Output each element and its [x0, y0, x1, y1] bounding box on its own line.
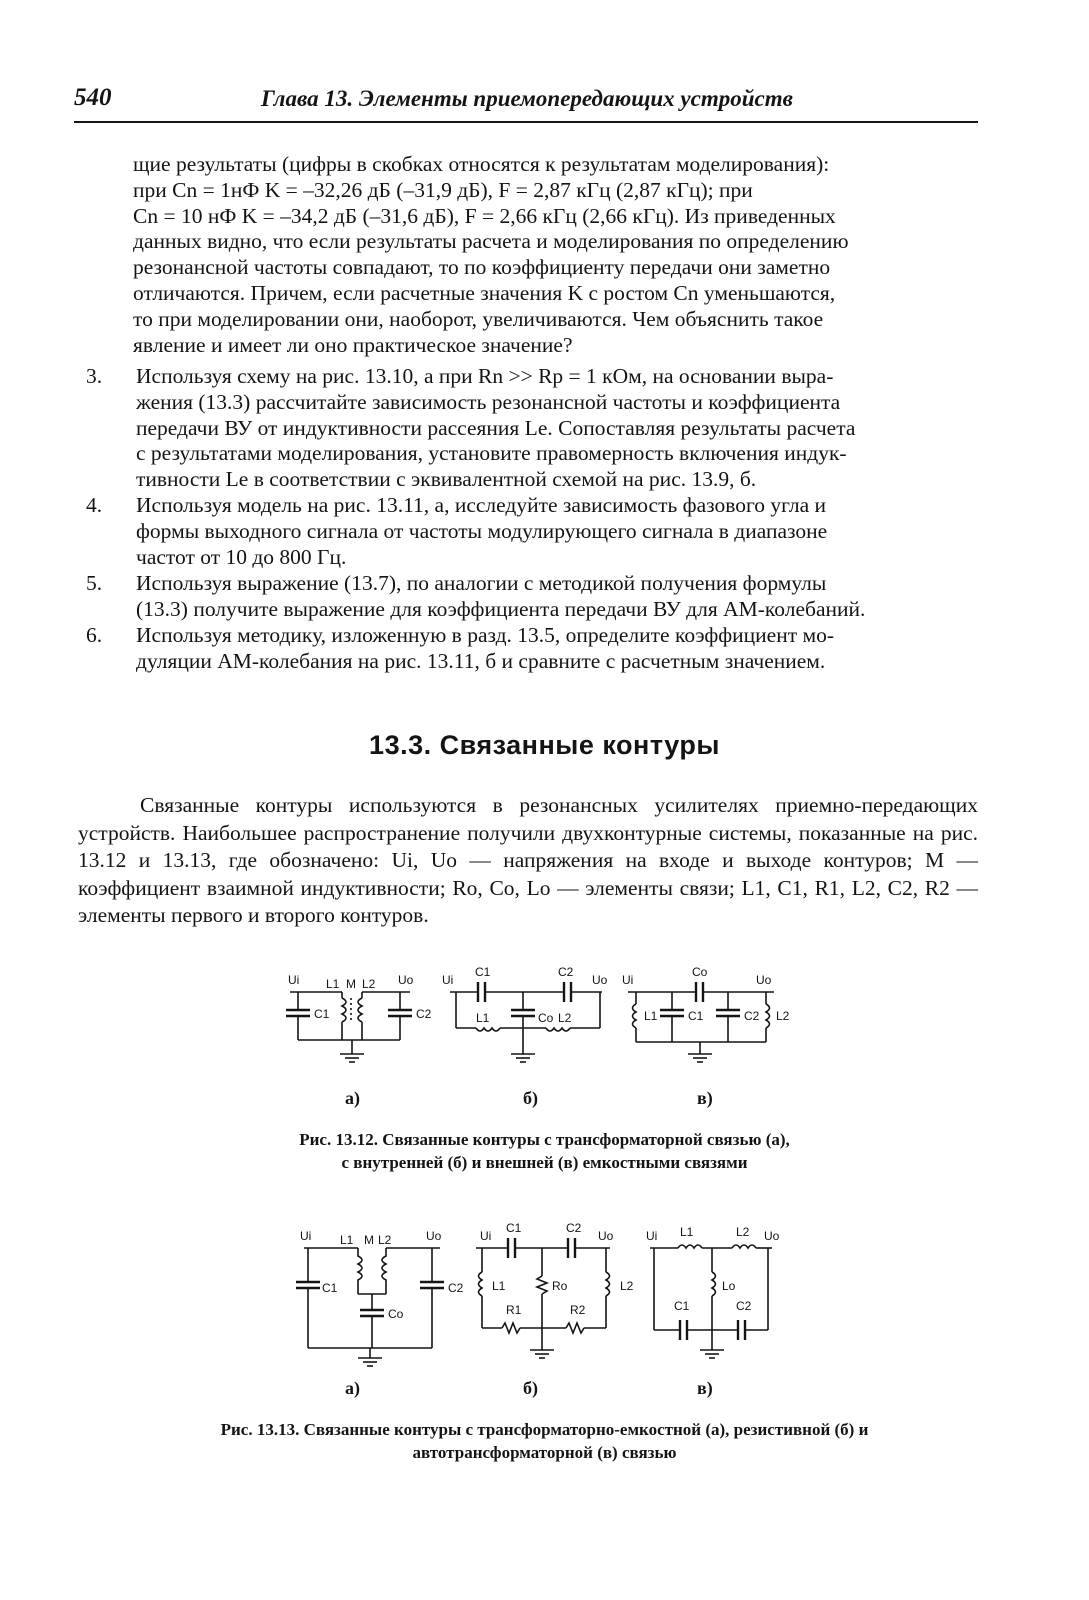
- label-l2: L2: [378, 1233, 392, 1247]
- caption-line: Рис. 13.13. Связанные контуры с трансформаторно-емкостной (а), резистивной (б) и: [220, 1420, 869, 1439]
- label-r2: R2: [570, 1303, 586, 1317]
- item-text: [136, 493, 978, 570]
- label-c1: C1: [322, 1281, 338, 1295]
- label-c1: C1: [674, 1299, 690, 1313]
- text-line: передачи ВУ от индуктивности рассеяния Le. Сопоставляя результаты расчета: [136, 415, 856, 440]
- label-m: M: [364, 1233, 374, 1247]
- item-number: 4.: [86, 493, 103, 517]
- text-line: Cn = 10 нФ K = –34,2 дБ (–31,6 дБ), F = 2,66 кГц (2,66 кГц). Из приведенных: [133, 203, 836, 228]
- label-l1: L1: [340, 1233, 354, 1247]
- circuit-12b: [450, 982, 602, 1062]
- caption-line: Рис. 13.12. Связанные контуры с трансформаторной связью (а),: [299, 1130, 790, 1149]
- label-ro: Ro: [552, 1279, 568, 1293]
- intro-paragraph: [133, 152, 978, 358]
- text-line: резонансной частоты совпадают, то по коэффициенту передачи они заметно: [133, 255, 831, 280]
- subfigure-label-a: а): [345, 1378, 360, 1398]
- item-text: [136, 364, 978, 493]
- figure-13-12: [250, 962, 810, 1079]
- label-ui: Ui: [622, 973, 634, 987]
- figure-13-13: [280, 1212, 800, 1377]
- figure-13-13-caption: [0, 1418, 1089, 1464]
- text-line: Используя модель на рис. 13.11, а, исследуйте зависимость фазового угла и: [136, 493, 827, 517]
- label-uo: Uo: [592, 973, 608, 987]
- text-line: явление и имеет ли оно практическое значение?: [133, 332, 573, 357]
- subfigure-label-c: в): [697, 1088, 713, 1108]
- text-line: щие результаты (цифры в скобках относятся к результатам моделирования):: [133, 152, 830, 176]
- running-title: Глава 13. Элементы приемопередающих устройств: [261, 86, 793, 111]
- subfigure-label-c: в): [697, 1378, 713, 1398]
- text-line: жения (13.3) рассчитайте зависимость резонансной частоты и коэффициента: [136, 389, 841, 414]
- label-c2: C2: [744, 1009, 760, 1023]
- page-number: 540: [74, 84, 112, 111]
- label-c2: C2: [566, 1221, 582, 1235]
- text-line: Используя выражение (13.7), по аналогии с методикой получения формулы: [136, 571, 827, 595]
- subfigure-label-b: б): [523, 1378, 538, 1398]
- text-line: частот от 10 до 800 Гц.: [136, 544, 347, 569]
- label-c1: C1: [314, 1007, 330, 1021]
- label-co: Co: [692, 965, 708, 979]
- text-line: (13.3) получите выражение для коэффициента передачи ВУ для АМ-колебаний.: [136, 596, 866, 621]
- label-c2: C2: [448, 1281, 464, 1295]
- label-ui: Ui: [288, 973, 300, 987]
- label-c2: C2: [736, 1299, 752, 1313]
- circuit-12a: [286, 992, 412, 1062]
- item-text: [136, 623, 978, 675]
- label-lo: Lo: [722, 1279, 736, 1293]
- text-line: Используя методику, изложенную в разд. 13.5, определите коэффициент мо-: [136, 623, 835, 647]
- label-c2: C2: [558, 965, 574, 979]
- text-line: дуляции АМ-колебания на рис. 13.11, б и сравните с расчетным значением.: [136, 648, 826, 673]
- circuit-13c: [650, 1245, 772, 1358]
- text-line: тивности Le в соответствии с эквивалентной схемой на рис. 13.9, б.: [136, 467, 757, 492]
- item-number: 5.: [86, 571, 103, 595]
- label-uo: Uo: [756, 973, 772, 987]
- item-number: 6.: [86, 623, 103, 647]
- label-l2: L2: [362, 977, 376, 991]
- label-r1: R1: [506, 1303, 522, 1317]
- circuit-13b: [476, 1238, 610, 1358]
- label-ui: Ui: [646, 1229, 658, 1243]
- item-number: 3.: [86, 364, 103, 388]
- label-uo: Uo: [426, 1229, 442, 1243]
- label-ui: Ui: [480, 1229, 492, 1243]
- label-l2: L2: [558, 1011, 572, 1025]
- figure-13-12-schematics: [250, 962, 810, 1074]
- label-co: Co: [538, 1011, 554, 1025]
- item-text: [136, 571, 978, 623]
- section-paragraph-text: Связанные контуры используются в резонансных усилителях приемно-передающих устройств. Наибольшее распространение получили двухконтурные системы, показанные на рис. 13.12 и 13.13, где обозначено: Ui, Uo — напряжения на входе и выходе контуров; M — коэффициент взаимной индуктивности; Ro, Co, Lo — элементы связи; L1, C1, R1, L2, C2, R2 — элементы первого и второго контуров.: [78, 793, 978, 927]
- text-line: формы выходного сигнала от частоты модулирующего сигнала в диапазоне: [136, 518, 828, 543]
- label-c1: C1: [506, 1221, 522, 1235]
- label-l1: L1: [476, 1011, 490, 1025]
- text-line: с результатами моделирования, установите правомерность включения индук-: [136, 441, 847, 466]
- text-line: данных видно, что если результаты расчета и моделирования по определению: [133, 229, 849, 254]
- running-header: [74, 80, 977, 122]
- label-uo: Uo: [398, 973, 414, 987]
- section-heading: 13.3. Связанные контуры: [369, 730, 720, 760]
- text-line: отличаются. Причем, если расчетные значения K с ростом Cn уменьшаются,: [133, 280, 836, 305]
- caption-line: с внутренней (б) и внешней (в) емкостными связями: [341, 1153, 748, 1172]
- text-line: то при моделировании они, наоборот, увеличиваются. Чем объяснить такое: [133, 306, 824, 331]
- label-c1: C1: [475, 965, 491, 979]
- subfigure-label-b: б): [523, 1088, 538, 1108]
- label-l2: L2: [620, 1279, 634, 1293]
- label-l2: L2: [736, 1225, 750, 1239]
- caption-line: автотрансформаторной (в) связью: [412, 1443, 677, 1462]
- label-co: Co: [388, 1307, 404, 1321]
- label-l1: L1: [492, 1279, 506, 1293]
- figure-13-13-schematics: [280, 1212, 800, 1372]
- circuit-13a: [296, 1248, 444, 1366]
- label-c1: C1: [688, 1009, 704, 1023]
- subfigure-label-a: а): [345, 1088, 360, 1108]
- label-uo: Uo: [764, 1229, 780, 1243]
- text-line: при Cn = 1нФ K = –32,26 дБ (–31,9 дБ), F = 2,87 кГц (2,87 кГц); при: [133, 177, 753, 202]
- label-l1: L1: [680, 1225, 694, 1239]
- header-rule: [74, 121, 978, 123]
- figure-13-12-caption: [0, 1128, 1089, 1174]
- label-c2: C2: [416, 1007, 432, 1021]
- label-m: M: [346, 977, 356, 991]
- label-ui: Ui: [300, 1229, 312, 1243]
- label-ui: Ui: [442, 973, 454, 987]
- label-l2: L2: [776, 1009, 790, 1023]
- section-paragraph: [78, 792, 978, 930]
- label-l1: L1: [326, 977, 340, 991]
- label-l1: L1: [644, 1009, 658, 1023]
- label-uo: Uo: [598, 1229, 614, 1243]
- text-line: Используя схему на рис. 13.10, а при Rn >> Rp = 1 кОм, на основании выра-: [136, 364, 834, 388]
